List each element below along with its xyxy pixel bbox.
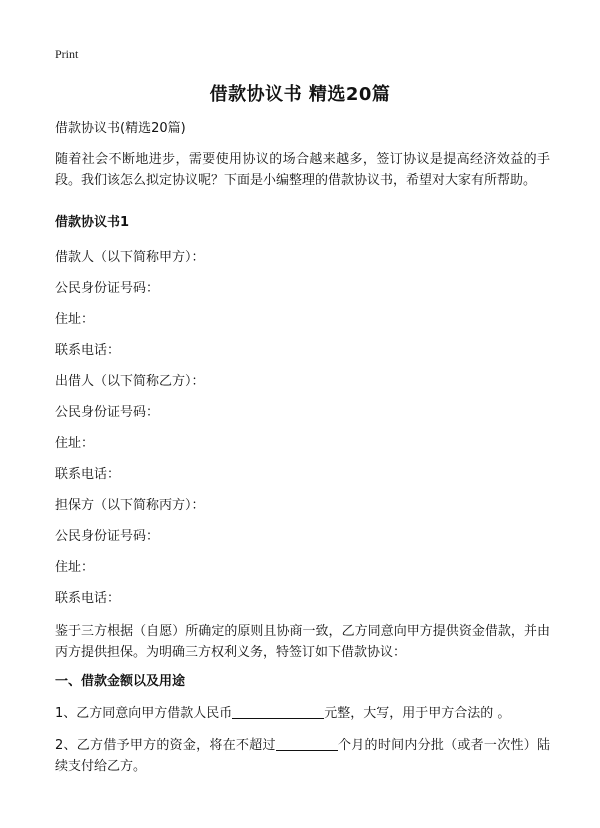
borrower-phone-label: 联系电话： (55, 343, 121, 358)
lender-address-label: 住址： (55, 436, 95, 451)
lender-phone-label: 联系电话： (55, 467, 121, 482)
document-title: 借款协议书 精选20篇 (209, 84, 391, 105)
print-link[interactable]: Print (55, 47, 79, 61)
guarantor-id-label: 公民身份证号码： (55, 529, 160, 544)
lender-id-label: 公民身份证号码： (55, 405, 160, 420)
guarantor-address-label: 住址： (55, 560, 95, 575)
amount-blank (232, 704, 324, 719)
clause1-item2-after: 个月的时间内分批（或者一次性）陆续支付给乙方。 (55, 738, 550, 774)
document-subtitle: 借款协议书(精选20篇) (55, 121, 186, 136)
preamble-paragraph: 鉴于三方根据（自愿）所确定的原则且协商一致，乙方同意向甲方提供资金借款，并由丙方提供担保。为明确三方权利义务，特签订如下借款协议： (55, 624, 550, 660)
guarantor-label: 担保方（以下简称丙方）： (55, 498, 205, 513)
section-heading: 借款协议书1 (55, 215, 130, 230)
intro-paragraph: 随着社会不断地进步，需要使用协议的场合越来越多，签订协议是提高经济效益的手段。我们该怎么拟定协议呢？下面是小编整理的借款协议书，希望对大家有所帮助。 (55, 152, 550, 188)
clause1-item2-before: 2、乙方借予甲方的资金，将在不超过 (55, 738, 276, 753)
months-blank (276, 736, 338, 751)
lender-label: 出借人（以下简称乙方）： (55, 374, 205, 389)
clause1-item1-after: 元整，大写，用于甲方合法的 。 (324, 706, 511, 721)
clause1-heading: 一、借款金额以及用途 (55, 674, 186, 689)
clause1-item2 (55, 735, 550, 777)
borrower-address-label: 住址： (55, 312, 95, 327)
borrower-id-label: 公民身份证号码： (55, 281, 160, 296)
borrower-label: 借款人（以下简称甲方）： (55, 250, 205, 265)
clause1-item1 (55, 704, 510, 724)
clause1-item1-before: 1、乙方同意向甲方借款人民币 (55, 706, 233, 721)
guarantor-phone-label: 联系电话： (55, 591, 121, 606)
